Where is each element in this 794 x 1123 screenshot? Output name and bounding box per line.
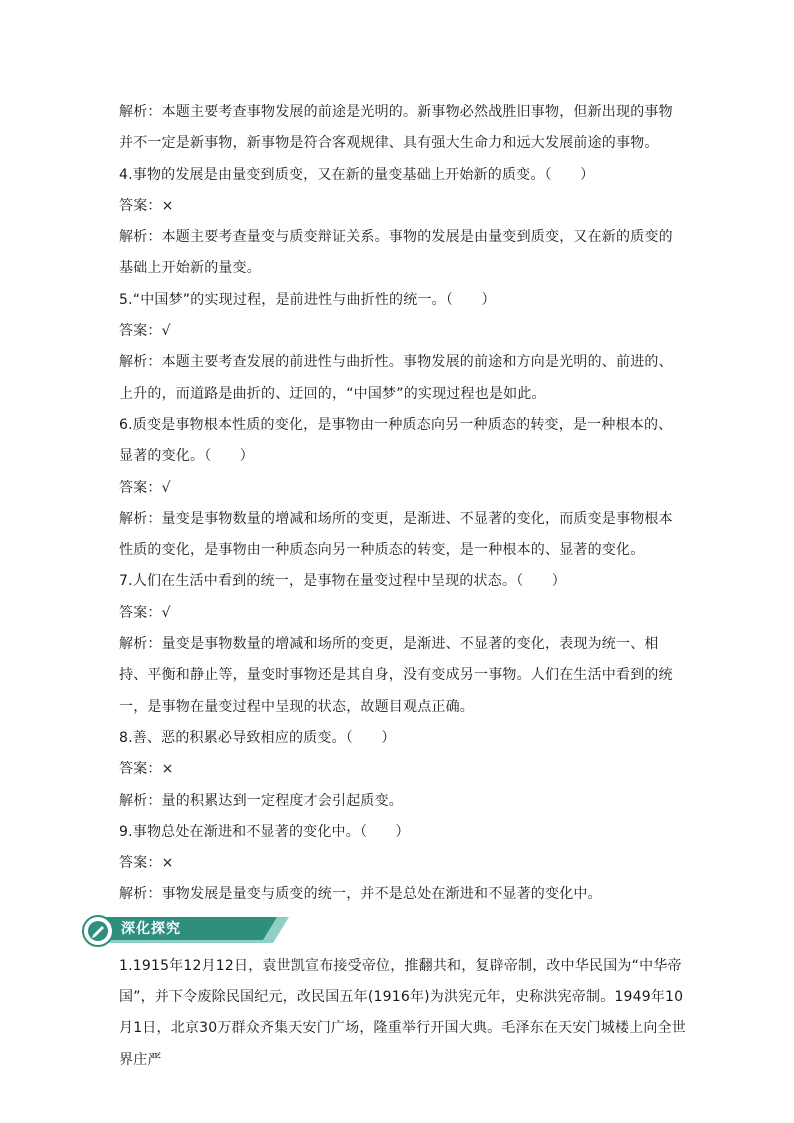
analysis-text: 解析：量变是事物数量的增减和场所的变更，是渐进、不显著的变化，而质变是事物根本性质的变化，是事物由一种质态向另一种质态的转变，是一种根本的、显著的变化。 [119,510,673,559]
question-text: 5.“中国梦”的实现过程，是前进性与曲折性的统一。（ ） [119,291,496,308]
analysis-text: 解析：事物发展是量变与质变的统一，并不是总处在渐进和不显著的变化中。 [119,886,602,903]
analysis-text: 解析：本题主要考查事物发展的前途是光明的。新事物必然战胜旧事物，但新出现的事物并不一定是新事物，新事物是符合客观规律、具有强大生命力和远大发展前途的事物。 [119,104,673,152]
answer-text: 答案：× [119,761,174,778]
section-banner [81,913,291,949]
answer-text: 答案：× [119,855,174,872]
analysis-text: 解析：本题主要考查发展的前进性与曲折性。事物发展的前途和方向是光明的、前进的、上升的，而道路是曲折的、迂回的，“中国梦”的实现过程也是如此。 [119,354,673,402]
section-banner-shape [81,913,291,949]
analysis-text: 解析：量变是事物数量的增减和场所的变更，是渐进、不显著的变化，表现为统一、相持、平衡和静止等，量变时事物还是其自身，没有变成另一事物。人们在生活中看到的统一，是事物在量变过程中呈现的状态，故题目观点正确。 [119,636,673,715]
document-content [119,97,685,1076]
question-text: 8.善、恶的积累必导致相应的质变。（ ） [119,729,396,746]
question-text: 4.事物的发展是由量变到质变，又在新的量变基础上开始新的质变。（ ） [119,166,595,183]
answer-text: 答案：√ [119,323,171,340]
section-title: 深化探究 [121,920,181,937]
answer-text: 答案：× [119,197,174,214]
answer-text: 答案：√ [119,604,171,621]
question-text: 9.事物总处在渐进和不显著的变化中。（ ） [119,823,410,840]
inquiry-text: 1.1915年12月12日，袁世凯宣布接受帝位，推翻共和，复辟帝制，改中华民国为“中华帝国”，并下令废除民国纪元，改民国五年(1916年)为洪宪元年，史称洪宪帝制。1949年10月1日，北京30万群众齐集天安门广场，隆重举行开国大典。毛泽东在天安门城楼上向全世界庄严 [119,957,686,1068]
analysis-text: 解析：本题主要考查量变与质变辩证关系。事物的发展是由量变到质变，又在新的质变的基础上开始新的量变。 [119,229,673,277]
question-text: 6.质变是事物根本性质的变化，是事物由一种质态向另一种质态的转变，是一种根本的、显著的变化。（ ） [119,416,673,465]
question-text: 7.人们在生活中看到的统一，是事物在量变过程中呈现的状态。（ ） [119,573,566,590]
answer-text: 答案：√ [119,479,171,496]
analysis-text: 解析：量的积累达到一定程度才会引起质变。 [119,792,403,809]
